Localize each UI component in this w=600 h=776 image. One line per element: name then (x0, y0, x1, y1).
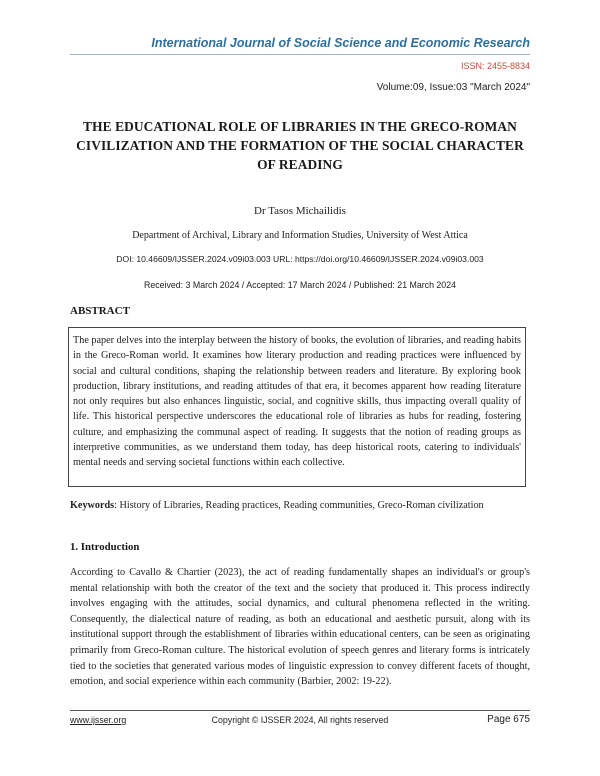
copyright: Copyright © IJSSER 2024, All rights reserved (211, 715, 389, 725)
header-rule (70, 54, 530, 55)
doi-line[interactable]: DOI: 10.46609/IJSSER.2024.v09i03.003 URL: https://doi.org/10.46609/IJSSER.2024.v09i03.003 (116, 254, 484, 264)
keywords-text: : History of Libraries, Reading practices, Reading communities, Greco-Roman civilization (114, 500, 484, 511)
keywords-label: Keywords (70, 500, 115, 511)
section-heading: 1. Introduction (70, 541, 140, 553)
publication-dates: Received: 3 March 2024 / Accepted: 17 March 2024 / Published: 21 March 2024 (144, 280, 456, 290)
abstract-box (68, 327, 526, 487)
page-number: Page 675 (487, 714, 530, 725)
introduction-paragraph: According to Cavallo & Chartier (2023), the act of reading fundamentally shapes an individual's or group's mental relationship with both the creator of the text and the society that produced it. This process indirectly involves engaging with the attitudes, social dynamics, and cultural phenomena reflected in the writing. Consequently, the dialectical nature of reading, as both an educational and aesthetic pursuit, along with its institutional support through the establishment of libraries within educational centers, can be seen as originating primarily from Greco-Roman culture. The historical evolution of speech genres and literary forms is intricately tied to the societies that generated various modes of linguistic expression to convey different facets of thought, emotion, and social experience within each community (Barbier, 2002: 19-22). (70, 567, 530, 688)
issn: ISSN: 2455-8834 (460, 61, 530, 71)
footer-rule (70, 710, 530, 711)
volume-issue: Volume:09, Issue:03 "March 2024" (376, 82, 530, 93)
journal-name: International Journal of Social Science and Economic Research (151, 36, 530, 50)
abstract-heading: ABSTRACT (70, 305, 130, 317)
keywords (70, 498, 530, 513)
author: Dr Tasos Michailidis (254, 205, 346, 217)
abstract-text: The paper delves into the interplay between the history of books, the evolution of libraries, and reading habits in the Greco-Roman world. It examines how literary production and reading practices were influenced by social and cultural conditions, shaping the relationship between readers and literature. By exploring book production, library institutions, and reading attitudes of that era, it becomes apparent how reading literature not only requires but also enhances linguistic, social, and cognitive skills, thus impacting overall quality of life. This historical perspective underscores the educational role of libraries as hubs for reading, fostering culture, and emphasizing the communal aspect of reading. It suggests that the notion of reading groups as interpretive communities, as we understand them today, has deep historical roots, catering to individuals' mental needs and serving societal functions within each collective. (73, 335, 521, 469)
article-title: THE EDUCATIONAL ROLE OF LIBRARIES IN THE GRECO-ROMAN CIVILIZATION AND THE FORMATION OF THE SOCIAL CHARACTER OF READING (76, 119, 524, 172)
website-link[interactable]: www.ijsser.org (70, 715, 127, 725)
affiliation: Department of Archival, Library and Information Studies, University of West Attica (132, 230, 468, 241)
